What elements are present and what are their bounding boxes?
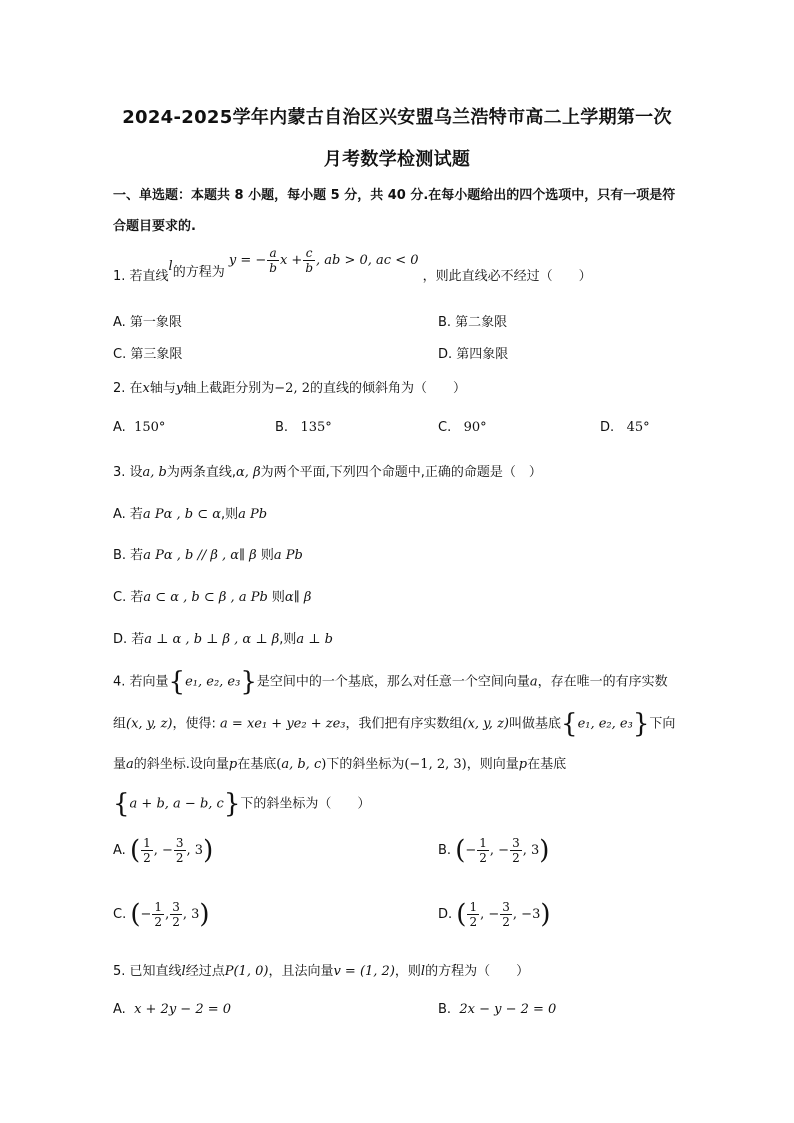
q4-basis: e₁, e₂, e₃ <box>185 674 241 690</box>
q4-l2-basis: e₁, e₂, e₃ <box>577 716 633 732</box>
q3-optd-label: D. 若 <box>113 632 145 647</box>
question-4-line1 <box>113 669 668 695</box>
q2-option-b[interactable] <box>275 420 332 435</box>
q4-l1-p2: 是空间中的一个基底，那么对任意一个空间向量 <box>256 674 530 690</box>
q2-p2: 轴与 <box>149 381 176 396</box>
q4-l3-p6: 在基底 <box>527 757 567 772</box>
q4-optb-label: B. <box>438 843 452 858</box>
q1-mid: 的方程为 <box>172 265 225 280</box>
q4-l2-p1: 组 <box>113 716 127 732</box>
q4-l1-p1: 4. 若向量 <box>113 674 169 690</box>
q4-optc-f2d: 2 <box>172 915 180 929</box>
q4-optb-f1n: 1 <box>479 836 487 850</box>
q4-optc-label: C. <box>113 907 127 922</box>
q4-opta-f2n: 3 <box>175 836 184 850</box>
q2-option-d-value: 45° <box>626 420 650 435</box>
q3-optd-mid: ,则 <box>279 632 297 647</box>
q4-opta-f1n: 1 <box>143 836 151 850</box>
q3-p2: 为两条直线, <box>166 465 237 480</box>
q2-option-a-label: A. <box>113 420 126 435</box>
q3-opta-math2: a Pb <box>238 507 268 522</box>
exam-title-line1: 2024-2025学年内蒙古自治区兴安盟乌兰浩特市高二上学期第一次 <box>122 107 672 128</box>
q2-p3: 轴上截距分别为 <box>183 381 275 396</box>
q4-option-c[interactable] <box>113 900 210 929</box>
q4-opta-rparen: ) <box>203 835 214 866</box>
q4-optd-f2n: 3 <box>502 900 510 914</box>
q4-optd-f1n: 1 <box>469 900 478 914</box>
q4-optb-frac2 <box>510 836 522 865</box>
q4-xyz-2: (x, y, z) <box>462 716 509 732</box>
q4-optc-f1d: 2 <box>154 915 163 929</box>
q4-opta-frac2 <box>174 836 186 865</box>
q4-optc-lparen: ( <box>130 899 141 930</box>
q3-opta-math1: a Pα , b ⊂ α <box>142 507 222 522</box>
q4-optc-tail: , 3 <box>182 907 200 922</box>
q4-l4-brace-close: } <box>223 789 241 819</box>
q4-opta-f1d: 2 <box>143 851 151 865</box>
q2-p4: 的直线的倾斜角为（ ） <box>309 381 466 396</box>
q1-option-b[interactable]: B. 第二象限 <box>438 315 508 330</box>
q4-optb-lparen: ( <box>455 835 466 866</box>
q1-formula-tail: , ab > 0, ac < 0 <box>316 253 419 268</box>
q4-l4-p1: 下的斜坐标为（ ） <box>240 796 371 812</box>
q4-l2-p2: ，使得: <box>172 716 216 732</box>
q5-p3: ，且法向量 <box>268 964 334 979</box>
q5-p5: 的方程为（ ） <box>425 964 530 979</box>
q4-optc-frac2 <box>170 900 182 929</box>
q1-formula-mid: x + <box>279 253 303 268</box>
q4-l3-paren-close: ) <box>321 757 327 772</box>
q4-l3-p3: 在基底 <box>237 757 277 772</box>
q3-p1: 3. 设 <box>113 465 143 480</box>
q5-p2: 经过点 <box>185 964 225 979</box>
question-3 <box>113 461 542 480</box>
q3-optc-math2: α∥ β <box>284 590 312 605</box>
q3-optb-mid: 则 <box>256 548 274 563</box>
q5-point: P(1, 0) <box>224 964 269 979</box>
q4-optb-f2d: 2 <box>512 851 520 865</box>
q4-optd-tail: , −3 <box>512 907 541 922</box>
q4-optc-lead: − <box>140 907 152 922</box>
q4-optb-frac1 <box>477 836 489 865</box>
q5-optb-label: B. <box>438 1002 452 1017</box>
q4-l2-p5: 下向 <box>649 716 676 732</box>
q3-optd-math1: a ⊥ α , b ⊥ β , α ⊥ β <box>144 632 280 647</box>
q1-suffix: ，则此直线必不经过（ ） <box>422 269 592 284</box>
q4-optc-rparen: ) <box>199 899 210 930</box>
q5-p1: 5. 已知直线 <box>113 964 182 979</box>
q4-a: a <box>529 674 538 690</box>
q4-l4-basis: a + b, a − b, c <box>129 796 224 812</box>
q5-opta-value: x + 2y − 2 = 0 <box>134 1002 232 1017</box>
section-heading: 一、单选题：本题共 8 小题，每小题 5 分，共 40 分.在每小题给出的四个选项中，只有一项是符合题目要求的. <box>113 188 676 234</box>
q4-l3-paren-open: ( <box>276 757 282 772</box>
q4-optb-lead: − <box>465 843 477 858</box>
question-4-line4 <box>113 791 370 817</box>
q3-option-d[interactable] <box>113 628 333 647</box>
q4-l2-formula: a = xe₁ + ye₂ + ze₃ <box>220 716 346 732</box>
q4-l3-coords: (−1, 2, 3) <box>404 757 467 772</box>
q5-opta-label: A. <box>113 1002 126 1017</box>
question-4-line3 <box>113 753 566 772</box>
q4-optd-f1d: 2 <box>469 915 478 929</box>
q2-x: x <box>142 381 150 396</box>
q4-optc-frac1 <box>152 900 164 929</box>
q2-option-d-label: D. <box>600 420 615 435</box>
q1-formula-y: y = − <box>228 253 267 268</box>
q4-opta-lparen: ( <box>129 835 141 866</box>
q4-l3-p1: 量 <box>113 757 127 772</box>
q5-l: l <box>181 964 186 979</box>
q4-optd-lparen: ( <box>456 899 467 930</box>
q4-l3-p4: 下的斜坐标为 <box>326 757 405 772</box>
q2-option-a-value: 150° <box>134 420 166 435</box>
q3-optb-math1: a Pα , b // β , α∥ β <box>143 548 257 563</box>
q4-option-d[interactable] <box>438 900 551 929</box>
q2-option-c-value: 90° <box>463 420 487 435</box>
q4-opta-frac1 <box>141 836 153 865</box>
q4-xyz: (x, y, z) <box>126 716 173 732</box>
q4-optd-rparen: ) <box>540 899 551 930</box>
q1-frac1 <box>267 246 279 275</box>
q4-optd-frac1 <box>467 900 479 929</box>
q4-l2-p4: 叫做基底 <box>509 716 562 732</box>
q4-optd-s1: , − <box>480 907 500 922</box>
q5-v: v = (1, 2) <box>333 964 395 979</box>
q3-optb-label: B. 若 <box>113 548 144 563</box>
q1-frac1-num: a <box>267 246 279 261</box>
q5-option-b[interactable] <box>438 1002 556 1017</box>
q1-frac2-num: c <box>303 246 315 261</box>
q5-optb-value: 2x − y − 2 = 0 <box>459 1002 557 1017</box>
question-2 <box>113 377 466 396</box>
q4-l2-brace-open: { <box>561 709 578 739</box>
q1-option-a[interactable]: A. 第一象限 <box>113 315 182 330</box>
q4-option-a[interactable] <box>113 836 213 865</box>
q4-optb-rparen: ) <box>539 835 550 866</box>
q3-optb-math2: a Pb <box>273 548 303 563</box>
q1-formula <box>228 246 423 275</box>
q4-option-b[interactable] <box>438 836 549 865</box>
q3-p3: 为两个平面,下列四个命题中,正确的命题是（ ） <box>260 465 542 480</box>
q4-optc-f1n: 1 <box>154 900 163 914</box>
q4-l2-p3: ，我们把有序实数组 <box>345 716 463 732</box>
q1-option-c[interactable]: C. 第三象限 <box>113 347 183 362</box>
q3-optc-math1: a ⊂ α , b ⊂ β , a Pb <box>143 590 268 605</box>
q4-l3-a: a <box>126 757 134 772</box>
q4-brace-close: } <box>240 667 257 697</box>
q4-opta-f2d: 2 <box>175 851 184 865</box>
q4-optb-f2n: 3 <box>512 836 520 850</box>
q2-option-c[interactable] <box>438 420 487 435</box>
q4-l2-brace-close: } <box>632 709 650 739</box>
q1-option-d[interactable]: D. 第四象限 <box>438 347 509 362</box>
q2-option-a[interactable] <box>113 420 165 435</box>
q4-optc-s1: , <box>165 907 170 922</box>
q2-option-d[interactable] <box>600 420 650 435</box>
q4-optc-f2n: 3 <box>172 900 180 914</box>
q4-l3-p: p <box>228 757 238 772</box>
q5-l-2: l <box>420 964 426 979</box>
q4-l3-p2: 的斜坐标.设向量 <box>133 757 229 772</box>
q1-frac2 <box>303 246 315 275</box>
q3-opta-mid: ,则 <box>221 507 239 522</box>
q4-l3-abc: a, b, c <box>281 757 322 772</box>
q2-option-b-value: 135° <box>300 420 332 435</box>
q4-optb-s1: , − <box>489 843 510 858</box>
question-1 <box>113 246 592 291</box>
q5-p4: ，则 <box>394 964 421 979</box>
q3-opta-label: A. 若 <box>113 507 143 522</box>
q4-optb-f1d: 2 <box>479 851 487 865</box>
q4-l3-p-2: p <box>518 757 528 772</box>
q2-y: y <box>175 381 184 396</box>
q3-optd-math2: a ⊥ b <box>296 632 333 647</box>
q1-frac1-den: b <box>269 261 277 275</box>
q3-optc-label: C. 若 <box>113 590 144 605</box>
q2-option-c-label: C. <box>438 420 452 435</box>
q4-l4-brace-open: { <box>113 789 130 819</box>
q4-l3-p5: ，则向量 <box>466 757 519 772</box>
q3-ab: a, b <box>142 465 167 480</box>
q2-option-b-label: B. <box>275 420 289 435</box>
q2-p1: 2. 在 <box>113 381 143 396</box>
q4-l1-p3: ，存在唯一的有序实数 <box>537 674 668 690</box>
q1-var-l: l <box>168 259 173 274</box>
q4-brace-open: { <box>168 667 186 697</box>
q1-prefix: 1. 若直线 <box>113 269 169 284</box>
q1-frac2-den: b <box>305 261 314 275</box>
q3-option-b[interactable] <box>113 544 303 563</box>
q4-opta-tail: , 3 <box>186 843 204 858</box>
exam-title-line2: 月考数学检测试题 <box>323 149 471 170</box>
q4-optd-f2d: 2 <box>502 915 510 929</box>
question-4-line2 <box>113 711 675 737</box>
question-5 <box>113 960 529 979</box>
q3-option-c[interactable] <box>113 586 311 605</box>
q3-optc-mid: 则 <box>267 590 285 605</box>
q4-optd-label: D. <box>438 907 453 922</box>
q2-vals: −2, 2 <box>274 381 310 396</box>
q4-optd-frac2 <box>500 900 512 929</box>
q5-option-a[interactable] <box>113 1002 231 1017</box>
q4-optb-tail: , 3 <box>522 843 540 858</box>
q4-opta-label: A. <box>113 843 126 858</box>
q3-alphabeta: α, β <box>236 465 261 480</box>
q3-option-a[interactable] <box>113 503 267 522</box>
q4-opta-s1: , − <box>153 843 173 858</box>
